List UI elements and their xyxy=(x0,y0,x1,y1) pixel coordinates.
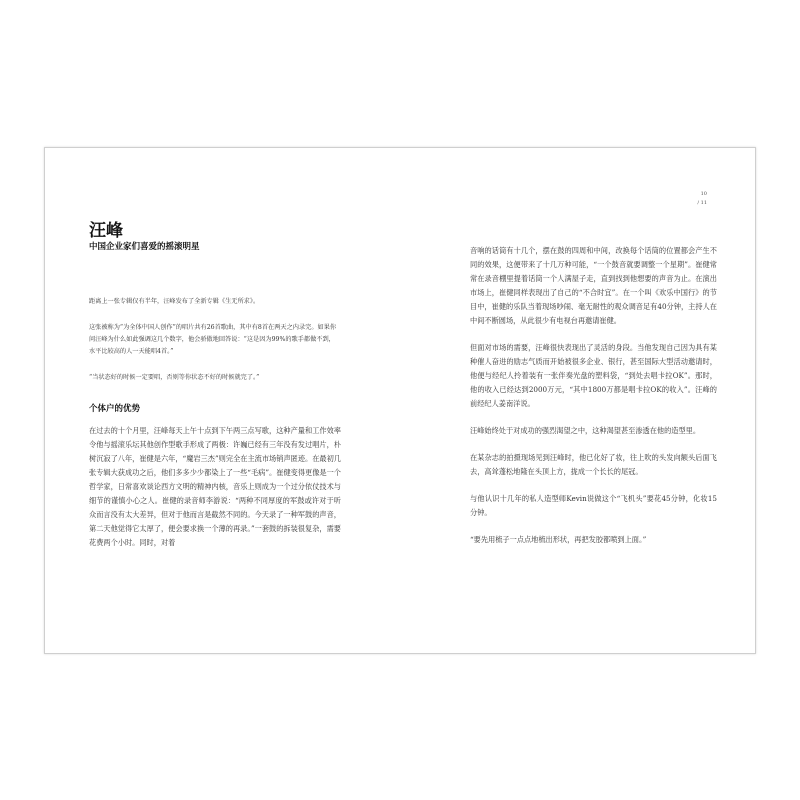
right-column xyxy=(470,244,717,560)
quote-paragraph: “当状态好的时候一定要唱，否则等你状态不好的时候就完了。” xyxy=(89,374,260,381)
intro-paragraph: 这张被称为“为全体中国人创作”的唱片共有26首歌曲，其中有8首在两天之内录完。如果你问汪峰为什么如此强调这几个数字，他会骄傲地回答说：“这是因为99%的歌手都做不到，水平比较高的人一天能唱4首。” xyxy=(89,324,337,355)
body-paragraph: 在某杂志的拍摄现场见到汪峰时，他已化好了妆，往上吹的头发向额头后面飞去，高耸蓬松地隆在头顶上方，拢成一个长长的尾冠。 xyxy=(470,453,717,476)
quote-paragraph: “要先用梳子一点点地梳出形状，再把发胶都喷到上面。” xyxy=(470,535,647,544)
body-paragraph: 与他认识十几年的私人造型师Kevin说做这个“飞机头”要花45分钟，化妆15分钟。 xyxy=(470,494,717,517)
book-spread xyxy=(44,147,756,654)
body-paragraph: 在过去的十个月里，汪峰每天上午十点到下午两三点写歌，这种产量和工作效率令他与摇滚乐坛其他创作型歌手形成了两极：许巍已经有三年没有发过唱片，朴树沉寂了八年，崔健是六年，“魔岩三杰”则完全在主流市场销声匿迹。在最初几张专辑大获成功之后，他们多多少少都染上了一些“毛病”。崔健变得更像是一个哲学家，日常喜欢谈论西方文明的精神内核，音乐上则成为一个过分依仗技术与细节的谨慎小心之人。崔健的录音师李游说：“两种不同厚度的军鼓或许对于听众而言没有太大差异，但对于他而言是截然不同的。今天录了一种军鼓的声音，第二天他觉得它太厚了，便会要求换一个薄的再录。”一套鼓的拆装很复杂，需要花费两个小时。同时，对着 xyxy=(89,426,341,547)
page-number-current: 10 xyxy=(700,191,707,197)
article-subtitle: 中国企业家们喜爱的摇滚明星 xyxy=(89,242,200,252)
page-number xyxy=(697,190,707,208)
section-heading: 个体户的优势 xyxy=(89,404,141,414)
body-paragraph: 音响的话筒有十几个，摆在鼓的四周和中间，改换每个话筒的位置都会产生不同的效果，这便带来了十几万种可能，“一个鼓音就要调整一个星期”。崔健常常在录音棚里提着话筒一个人满屋子走，直到找到他想要的声音为止。在演出市场上，崔健同样表现出了自己的“不合时宜”。在一个叫《欢乐中国行》的节目中，崔健的乐队当着现场吵闹、毫无耐性的观众调音足有40分钟，主持人在中间不断圆场，从此很少有电视台再邀请崔健。 xyxy=(470,246,717,325)
article-title: 汪峰 xyxy=(89,221,123,241)
intro-paragraph: 距离上一张专辑仅有半年，汪峰发布了全新专辑《生无所求》。 xyxy=(89,298,260,305)
left-column xyxy=(89,296,341,550)
body-paragraph: 但面对市场的需要，汪峰很快表现出了灵活的身段。当他发现自己因为具有某种催人奋进的励志气质而开始被很多企业、银行，甚至国际大型活动邀请时，他便与经纪人拎着装有一张伴奏光盘的塑料袋，“到处去唱卡拉OK”。那时，他的收入已经达到2000万元，“其中1800万都是唱卡拉OK的收入”。汪峰的前经纪人姜南洋说。 xyxy=(470,343,717,408)
body-paragraph: 汪峰始终处于对成功的强烈渴望之中，这种渴望甚至渗透在他的造型里。 xyxy=(470,426,701,435)
page-number-total: / 11 xyxy=(697,200,707,206)
